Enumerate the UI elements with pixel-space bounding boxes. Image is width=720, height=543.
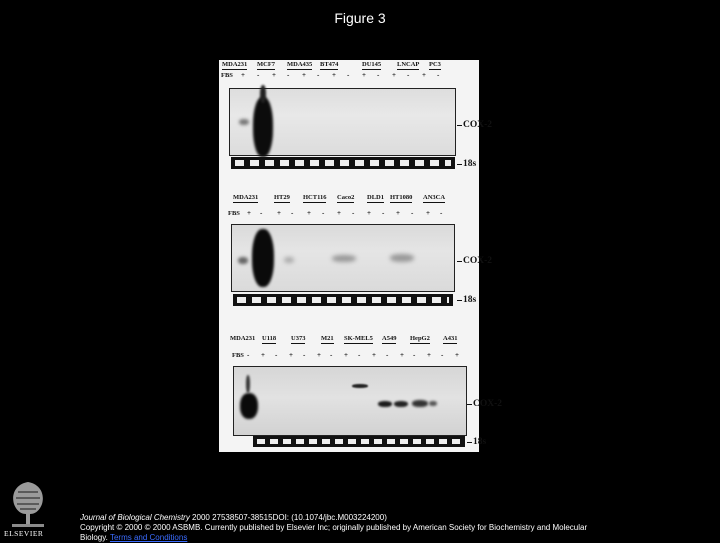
rrna-18s-bands [235, 160, 451, 166]
fbs-sign: - [247, 351, 250, 359]
fbs-sign: - [441, 351, 444, 359]
fbs-sign: + [367, 209, 371, 217]
fbs-sign: + [344, 351, 348, 359]
elsevier-wordmark: ELSEVIER [4, 529, 44, 538]
fbs-sign: - [330, 351, 333, 359]
fbs-sign: - [437, 71, 440, 79]
lane-label: MDA435 [287, 61, 313, 68]
rrna-18s-strip [253, 436, 465, 447]
lane-label: MDA231 [230, 335, 256, 342]
cox2-band-medium [429, 401, 437, 406]
fbs-sign: - [275, 351, 278, 359]
fbs-sign: - [287, 71, 290, 79]
fbs-sign: + [317, 351, 321, 359]
fbs-label: FBS [221, 72, 233, 79]
fbs-sign: - [407, 71, 410, 79]
cox2-smear [246, 375, 250, 393]
cox2-band-weak [239, 119, 249, 125]
cox2-band-shifted [352, 384, 368, 388]
citation-text: 2000 27538507-38515DOI: (10.1074/jbc.M003224200) [189, 513, 387, 522]
copyright-text: Copyright © 2000 © 2000 ASBMB. Currently published by Elsevier Inc; originally published by American Society for Biochemistry and Molecular Biology. [80, 523, 588, 542]
fbs-sign: + [392, 71, 396, 79]
fbs-sign: + [272, 71, 276, 79]
fbs-sign: + [426, 209, 430, 217]
lane-label: HT1080 [390, 194, 413, 201]
lane-label: Caco2 [337, 194, 355, 201]
lane-label: MDA231 [222, 61, 248, 68]
rrna-18s-strip [231, 157, 455, 169]
lane-label: SK-MEL5 [344, 335, 373, 342]
fbs-sign: - [317, 71, 320, 79]
fbs-label: FBS [232, 352, 244, 359]
lane-label: A431 [443, 335, 458, 342]
fbs-sign: + [307, 209, 311, 217]
lane-label: HepG2 [410, 335, 430, 342]
lane-label: HT29 [274, 194, 290, 201]
fbs-sign: - [260, 209, 263, 217]
cox2-blot [231, 224, 455, 292]
fbs-sign: - [382, 209, 385, 217]
cox2-band-strong [378, 401, 392, 407]
fbs-sign: + [455, 351, 459, 359]
rrna-18s-bands [257, 439, 461, 444]
fbs-sign: + [362, 71, 366, 79]
figure-title: Figure 3 [334, 10, 386, 26]
lane-label: DU145 [362, 61, 382, 68]
fbs-sign: - [440, 209, 443, 217]
fbs-sign: - [358, 351, 361, 359]
lane-label: U373 [291, 335, 306, 342]
cox2-band-strong [240, 393, 258, 419]
cox2-band-strong [394, 401, 408, 407]
fbs-sign: + [372, 351, 376, 359]
rrna-18s-marker-label: 18s [473, 437, 487, 447]
cox2-marker-label: COX-2 [463, 256, 493, 266]
fbs-sign: + [289, 351, 293, 359]
fbs-sign: - [322, 209, 325, 217]
cox2-blot [233, 366, 467, 436]
fbs-sign: - [303, 351, 306, 359]
terms-link[interactable]: Terms and Conditions [109, 533, 188, 542]
rrna-18s-bands [237, 297, 449, 303]
fbs-sign: - [411, 209, 414, 217]
journal-name: Journal of Biological Chemistry [80, 513, 190, 522]
cox2-band-faint [390, 254, 414, 262]
fbs-sign: + [427, 351, 431, 359]
fbs-sign: + [277, 209, 281, 217]
fbs-sign: - [352, 209, 355, 217]
lane-label: M21 [321, 335, 334, 342]
cox2-band-weak [238, 257, 248, 264]
lane-label: DLD1 [367, 194, 384, 201]
cox2-band-strong [253, 97, 273, 157]
rrna-18s-marker-label: 18s [463, 159, 477, 169]
lane-label: BT474 [320, 61, 339, 68]
fbs-sign: - [413, 351, 416, 359]
lane-label: MDA231 [233, 194, 259, 201]
lane-label: AN3CA [423, 194, 446, 201]
northern-blot-figure [219, 60, 503, 452]
fbs-sign: + [396, 209, 400, 217]
fbs-label: FBS [228, 210, 240, 217]
elsevier-tree-logo [8, 478, 48, 530]
fbs-sign: + [261, 351, 265, 359]
rrna-18s-marker-label: 18s [463, 295, 477, 305]
citation-footer [80, 513, 600, 543]
fbs-sign: + [337, 209, 341, 217]
rrna-18s-strip [233, 294, 453, 306]
fbs-sign: + [332, 71, 336, 79]
fbs-sign: + [422, 71, 426, 79]
cox2-band-medium [412, 400, 428, 407]
lane-label: A549 [382, 335, 397, 342]
lane-label: PC3 [429, 61, 441, 68]
fbs-sign: - [291, 209, 294, 217]
lane-label: MCF7 [257, 61, 276, 68]
cox2-marker-label: COX-2 [473, 399, 503, 409]
fbs-sign: - [386, 351, 389, 359]
cox2-band-faint [332, 255, 356, 262]
fbs-sign: - [377, 71, 380, 79]
fbs-sign: + [241, 71, 245, 79]
cox2-band-strong [252, 229, 274, 287]
fbs-sign: - [347, 71, 350, 79]
cox2-band-faint [284, 257, 294, 263]
fbs-sign: - [257, 71, 260, 79]
cox2-smear [260, 85, 266, 103]
fbs-sign: + [247, 209, 251, 217]
lane-label: HCT116 [303, 194, 327, 201]
fbs-sign: + [400, 351, 404, 359]
fbs-sign: + [302, 71, 306, 79]
cox2-marker-label: COX-2 [463, 120, 493, 130]
cox2-blot [229, 88, 456, 156]
lane-label: U118 [262, 335, 277, 342]
lane-label: LNCAP [397, 61, 420, 68]
